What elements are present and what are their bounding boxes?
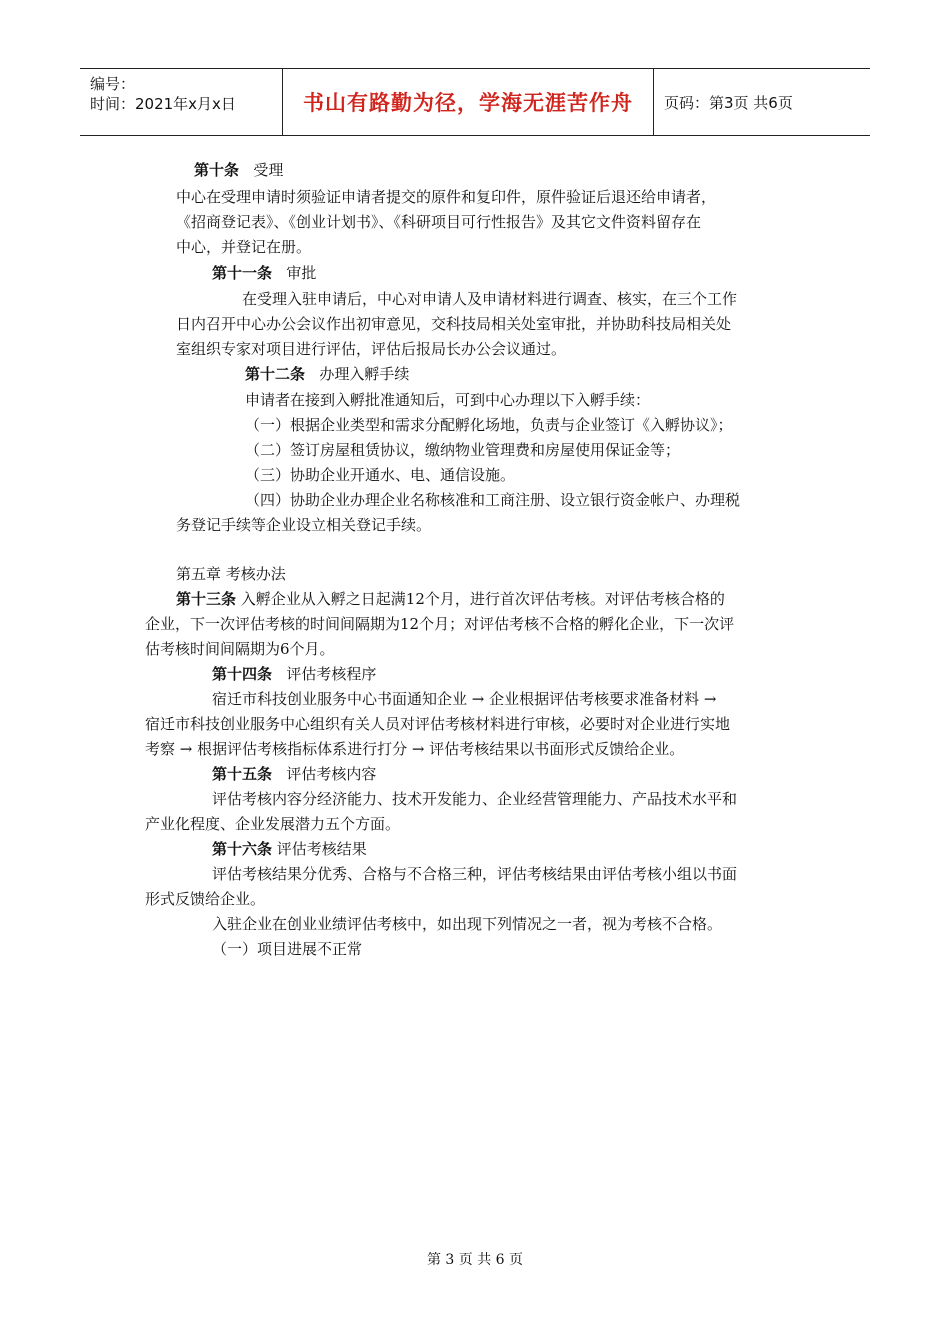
header-page-number: 页码：第3页 共6页	[664, 93, 793, 112]
article-13-title: 第十三条	[176, 590, 237, 608]
article-14-line-1: 宿迁市科技创业服务中心书面通知企业 → 企业根据评估考核要求准备材料 →	[212, 690, 717, 708]
article-12-item-3: （三）协助企业开通水、电、通信设施。	[245, 466, 516, 484]
article-13-line-3: 估考核时间间隔期为6个月。	[145, 640, 335, 658]
article-12-item-2: （二）签订房屋租赁协议，缴纳物业管理费和房屋使用保证金等；	[245, 441, 681, 459]
article-16-title: 第十六条	[212, 840, 273, 858]
article-11-line-1: 在受理入驻申请后，中心对申请人及申请材料进行调查、核实，在三个工作	[242, 290, 738, 308]
article-14-line-2: 宿迁市科技创业服务中心组织有关人员对评估考核材料进行审核，必要时对企业进行实地	[145, 715, 731, 733]
article-16-heading	[212, 839, 367, 859]
article-12-line-1: 申请者在接到入孵批准通知后，可到中心办理以下入孵手续：	[245, 391, 651, 409]
article-14-heading	[212, 664, 376, 684]
article-11-line-2: 日内召开中心办公会议作出初审意见，交科技局相关处室审批，并协助科技局相关处	[176, 315, 732, 333]
article-14-line-3: 考察 → 根据评估考核指标体系进行打分 → 评估考核结果以书面形式反馈给企业。	[145, 740, 685, 758]
header-meta-cell	[80, 69, 283, 135]
article-16-line-1: 评估考核结果分优秀、合格与不合格三种，评估考核结果由评估考核小组以书面	[212, 865, 738, 883]
header-motto: 书山有路勤为径，学海无涯苦作舟	[303, 91, 633, 115]
article-14-subject: 评估考核程序	[286, 665, 377, 683]
article-10-title: 第十条	[194, 161, 240, 179]
header-motto-cell	[283, 69, 654, 135]
article-12-item-4-line-1: （四）协助企业办理企业名称核准和工商注册、设立银行资金帐户、办理税	[245, 491, 741, 509]
article-11-line-3: 室组织专家对项目进行评估，评估后报局长办公会议通过。	[176, 340, 567, 358]
article-13-line-1	[176, 589, 725, 609]
article-15-line-2: 产业化程度、企业发展潜力五个方面。	[145, 815, 401, 833]
article-14-title: 第十四条	[212, 665, 273, 683]
article-15-title: 第十五条	[212, 765, 273, 783]
article-12-title: 第十二条	[245, 365, 306, 383]
page-footer: 第 3 页 共 6 页	[426, 1252, 524, 1268]
header-page-cell	[664, 69, 793, 135]
article-11-title: 第十一条	[212, 264, 273, 282]
article-10-heading	[194, 160, 283, 180]
page-header	[80, 68, 870, 136]
article-16-subject: 评估考核结果	[276, 840, 367, 858]
article-13-text: 入孵企业从入孵之日起满12个月，进行首次评估考核。对评估考核合格的	[240, 590, 725, 608]
article-15-heading	[212, 764, 376, 784]
article-16-line-3: 入驻企业在创业业绩评估考核中，如出现下列情况之一者，视为考核不合格。	[212, 915, 723, 933]
document-date: 时间：2021年x月x日	[90, 95, 236, 113]
article-15-subject: 评估考核内容	[286, 765, 377, 783]
article-12-subject: 办理入孵手续	[319, 365, 410, 383]
article-12-heading	[245, 364, 409, 384]
article-10-subject: 受理	[253, 161, 284, 179]
document-number: 编号：	[90, 75, 136, 93]
article-10-line-3: 中心，并登记在册。	[176, 238, 312, 256]
article-16-line-2: 形式反馈给企业。	[145, 890, 266, 908]
article-10-line-2: 《招商登记表》、《创业计划书》、《科研项目可行性报告》及其它文件资料留存在	[176, 213, 702, 231]
article-13-line-2: 企业，下一次评估考核的时间间隔期为12个月；对评估考核不合格的孵化企业，下一次评	[145, 615, 735, 633]
article-16-item-1: （一）项目进展不正常	[212, 940, 363, 958]
article-11-heading	[212, 263, 316, 283]
article-15-line-1: 评估考核内容分经济能力、技术开发能力、企业经营管理能力、产品技术水平和	[212, 790, 738, 808]
article-12-item-1: （一）根据企业类型和需求分配孵化场地，负责与企业签订《入孵协议》；	[245, 416, 733, 434]
article-12-item-4-line-2: 务登记手续等企业设立相关登记手续。	[176, 516, 432, 534]
chapter-5-heading: 第五章 考核办法	[176, 565, 286, 583]
article-10-line-1: 中心在受理申请时须验证申请者提交的原件和复印件，原件验证后退还给申请者，	[176, 188, 717, 206]
article-11-subject: 审批	[286, 264, 317, 282]
